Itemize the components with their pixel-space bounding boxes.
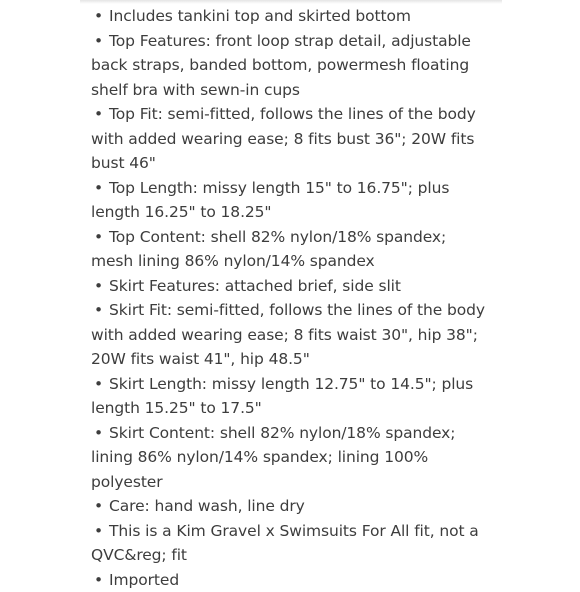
bullet-icon: • <box>94 568 103 592</box>
bullet-icon: • <box>94 102 103 127</box>
spec-item-text: This is a Kim Gravel x Swimsuits For All fit, not a QVC&reg; fit <box>91 522 479 565</box>
spec-item-text: Skirt Features: attached brief, side slit <box>109 277 401 295</box>
spec-item-text: Top Content: shell 82% nylon/18% spandex; mesh lining 86% nylon/14% spandex <box>91 228 446 271</box>
bullet-icon: • <box>94 494 103 519</box>
spec-item-top-fit <box>91 102 491 176</box>
spec-item-text: Top Features: front loop strap detail, adjustable back straps, banded bottom, powermesh floating shelf bra with sewn-in cups <box>91 32 471 99</box>
spec-item-text: Skirt Length: missy length 12.75" to 14.5"; plus length 15.25" to 17.5" <box>91 375 473 418</box>
spec-item-fit-note <box>91 519 491 568</box>
spec-item-top-features <box>91 29 491 103</box>
bullet-icon: • <box>94 519 103 544</box>
spec-item-skirt-content <box>91 421 491 495</box>
spec-item-text: Skirt Content: shell 82% nylon/18% spandex; lining 86% nylon/14% spandex; lining 100% polyester <box>91 424 455 491</box>
spec-item-care <box>91 494 491 519</box>
spec-item-top-length <box>91 176 491 225</box>
spec-item-includes <box>91 4 491 29</box>
spec-item-text: Top Length: missy length 15" to 16.75"; plus length 16.25" to 18.25" <box>91 179 449 222</box>
bullet-icon: • <box>94 372 103 397</box>
spec-item-skirt-fit <box>91 298 491 372</box>
spec-item-top-content <box>91 225 491 274</box>
bullet-icon: • <box>94 4 103 29</box>
spec-item-skirt-features <box>91 274 491 299</box>
bullet-icon: • <box>94 298 103 323</box>
bullet-icon: • <box>94 225 103 250</box>
bullet-icon: • <box>94 421 103 446</box>
spec-item-skirt-length <box>91 372 491 421</box>
spec-item-text: Top Fit: semi-fitted, follows the lines of the body with added wearing ease; 8 fits bust 36"; 20W fits bust 46" <box>91 105 476 172</box>
bullet-icon: • <box>94 176 103 201</box>
spec-item-text: Includes tankini top and skirted bottom <box>109 7 411 25</box>
product-spec-list <box>91 4 491 592</box>
bullet-icon: • <box>94 274 103 299</box>
bullet-icon: • <box>94 29 103 54</box>
spec-item-text: Care: hand wash, line dry <box>109 497 305 515</box>
spec-item-text: Imported <box>109 571 179 589</box>
spec-item-text: Skirt Fit: semi-fitted, follows the lines of the body with added wearing ease; 8 fits waist 30", hip 38"; 20W fits waist 41", hip 48.5" <box>91 301 485 368</box>
